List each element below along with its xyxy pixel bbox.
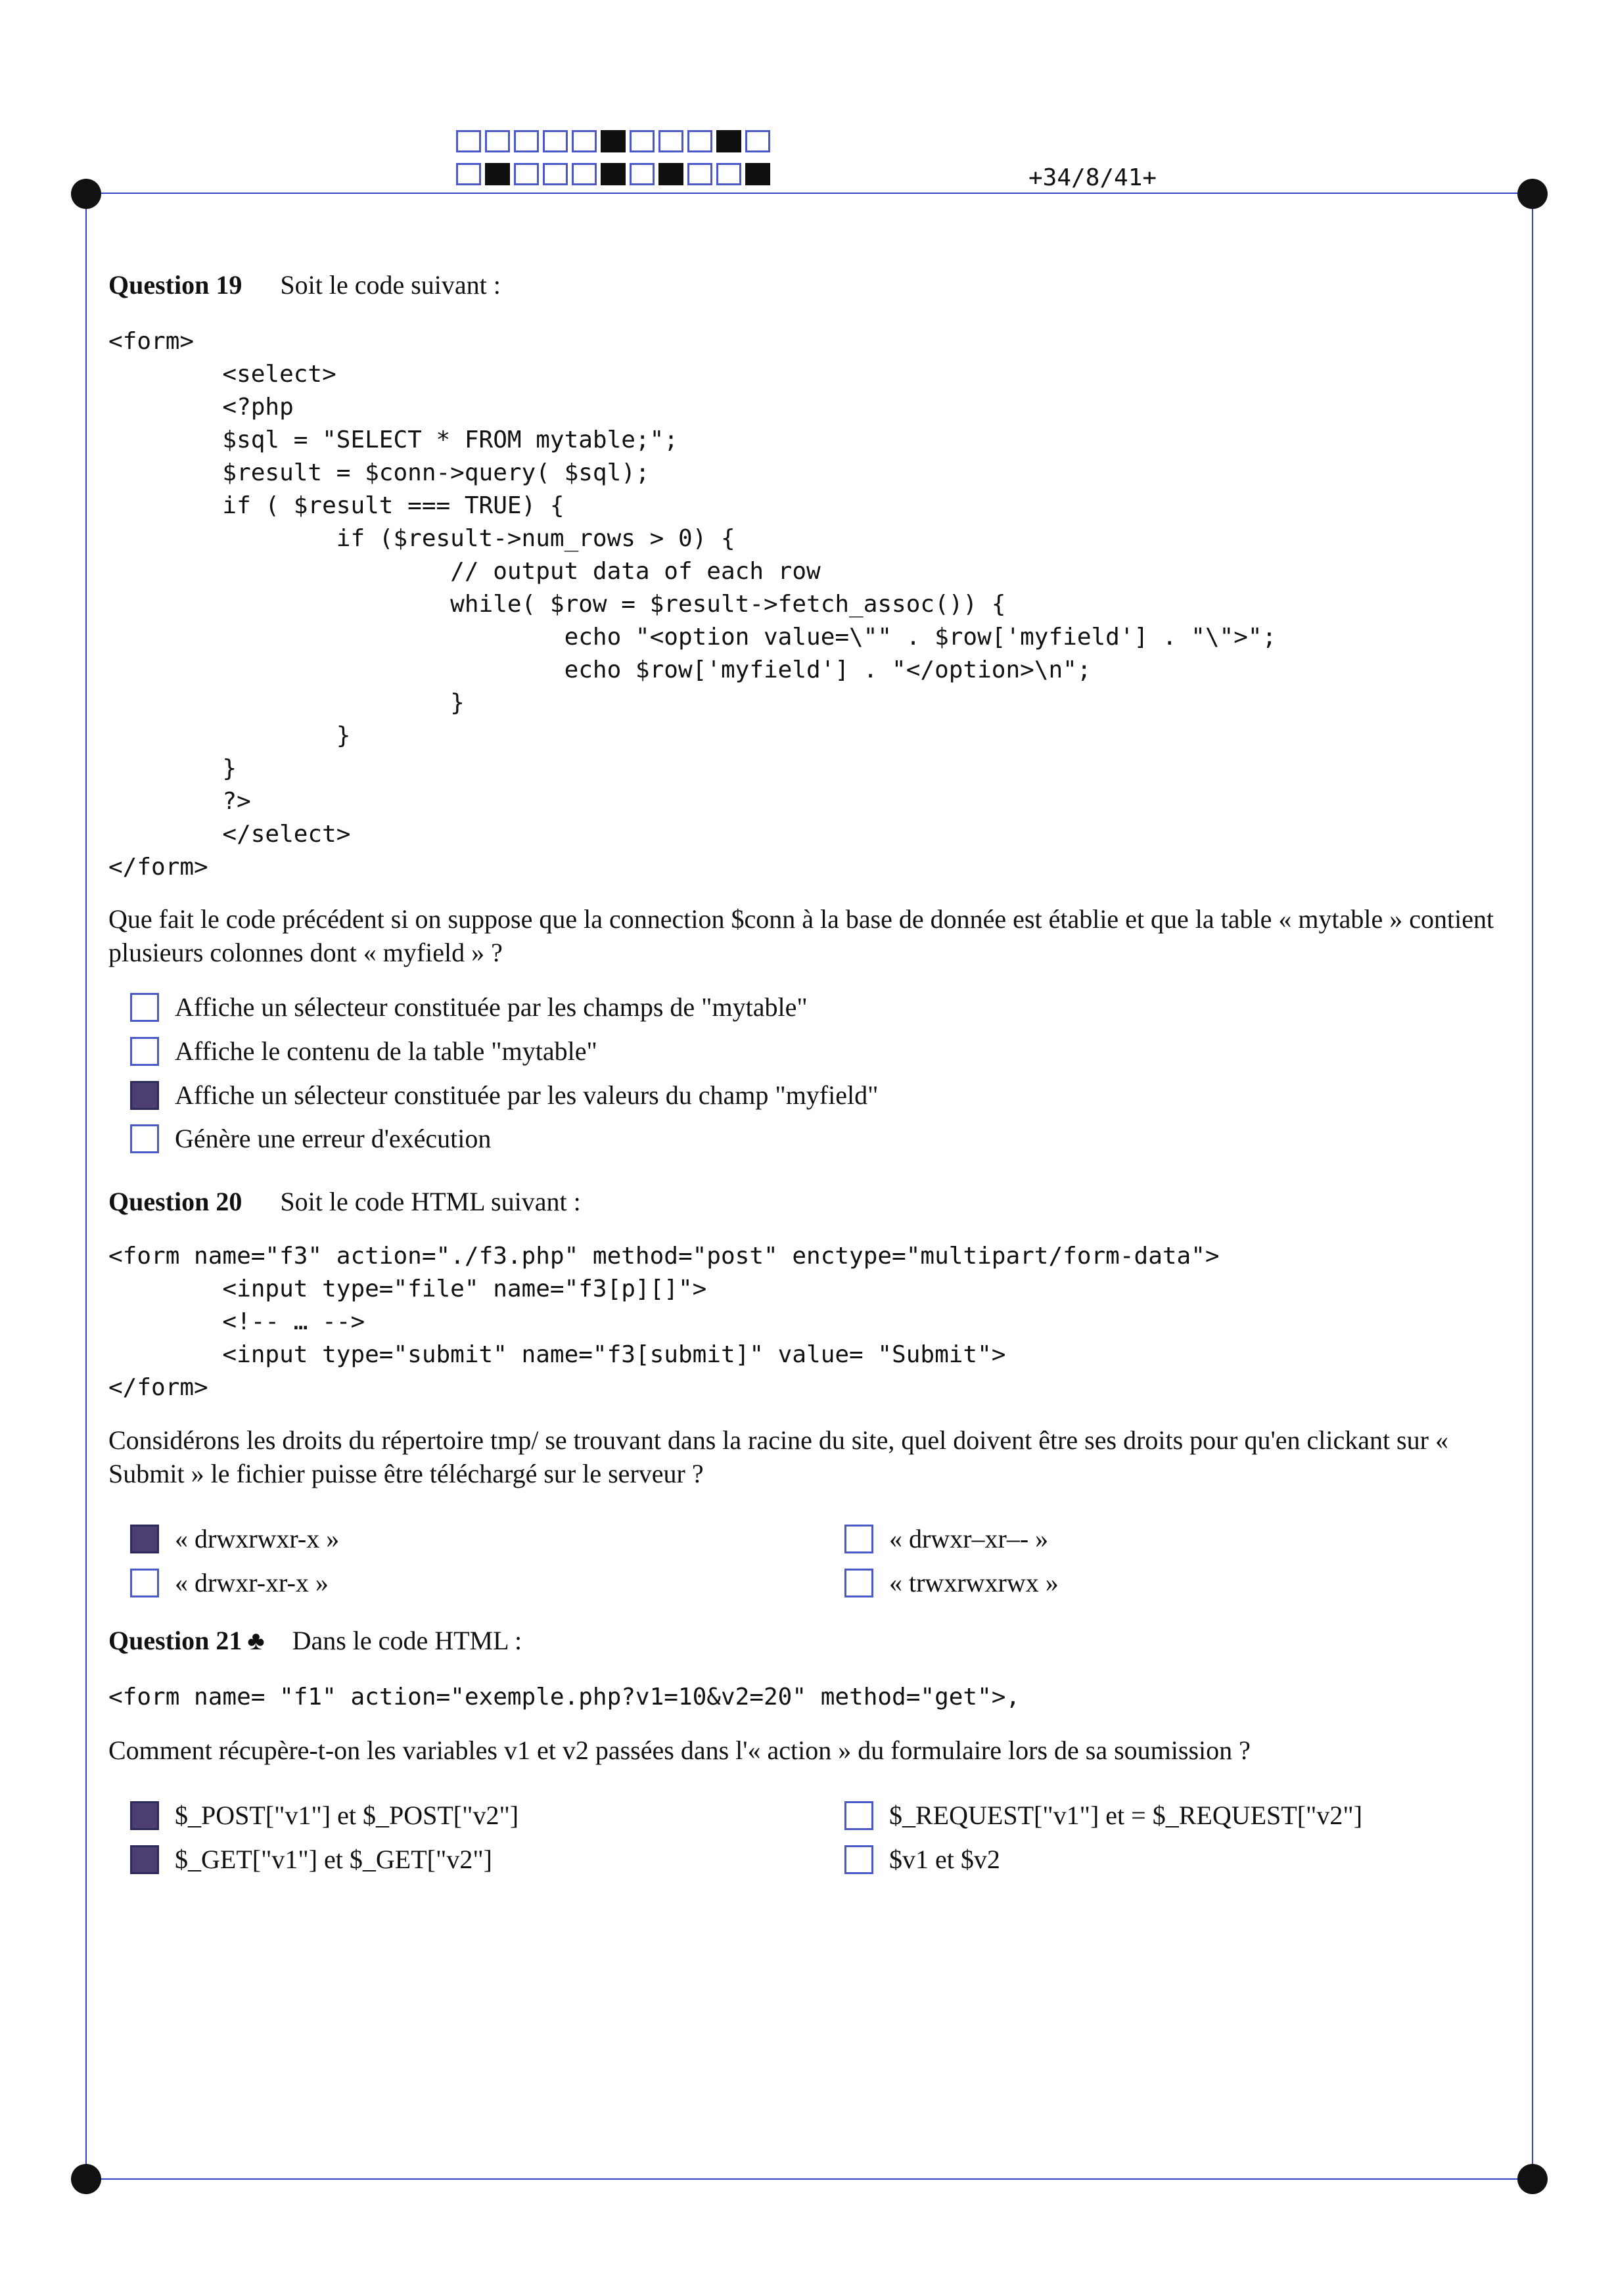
id-code-row-1 — [456, 130, 774, 152]
question-20-code: <form name="f3" action="./f3.php" method="post" enctype="multipart/form-data"> <input type="file" name="f3[p][]"> <!-- … --> <input type="submit" name="f3[submit]" value= "Submit"> </form> — [108, 1243, 1220, 1401]
option-label: Affiche un sélecteur constituée par les valeurs du champ "myfield" — [175, 1080, 879, 1110]
question-number: Question 19 — [108, 270, 242, 300]
page-code: +34/8/41+ — [1028, 164, 1157, 191]
question-prompt: Soit le code suivant : — [280, 270, 501, 300]
question-21-title — [108, 1625, 522, 1656]
option-label: $_GET["v1"] et $_GET["v2"] — [175, 1845, 492, 1874]
corner-mark-top-right — [1517, 179, 1548, 209]
checkbox[interactable] — [844, 1845, 873, 1874]
id-code-row-2 — [456, 163, 774, 185]
option-label: Affiche un sélecteur constituée par les champs de "mytable" — [175, 992, 808, 1022]
corner-mark-bottom-right — [1517, 2164, 1548, 2194]
q21-option-2[interactable] — [844, 1800, 1362, 1831]
checkbox[interactable] — [130, 993, 159, 1022]
option-label: $_REQUEST["v1"] et = $_REQUEST["v2"] — [889, 1801, 1363, 1830]
question-20-title — [108, 1186, 581, 1217]
corner-mark-top-left — [71, 179, 101, 209]
option-label: « drwxr-xr-x » — [175, 1568, 329, 1597]
q21-option-4[interactable] — [844, 1844, 1000, 1875]
q19-option-1[interactable] — [130, 992, 808, 1022]
question-19-code: <form> <select> <?php $sql = "SELECT * FROM mytable;"; $result = $conn->query( $sql); if ( $result === TRUE) { if ($result->num_rows > 0) { // output data of each row while( $row = $result->fetch_assoc()) { echo "<option value=\"" . $row['myfield'] . "\">"; echo $row['myfield'] . "</option>\n"; } } } ?> </select> </form> — [108, 328, 1277, 881]
checkbox[interactable] — [130, 1037, 159, 1066]
q20-option-3[interactable] — [130, 1567, 329, 1598]
question-prompt: Soit le code HTML suivant : — [280, 1187, 581, 1216]
frame-bottom-line — [87, 2178, 1533, 2180]
question-prompt: Dans le code HTML : — [292, 1626, 522, 1655]
option-label: Génère une erreur d'exécution — [175, 1124, 492, 1153]
checkbox[interactable] — [130, 1124, 159, 1153]
option-label: « drwxr–xr–- » — [889, 1524, 1049, 1553]
club-icon: ♣ — [247, 1626, 265, 1655]
q21-option-3[interactable] — [130, 1844, 492, 1875]
checkbox-checked[interactable] — [130, 1525, 159, 1553]
question-20-text: Considérons les droits du répertoire tmp/ se trouvant dans la racine du site, quel doivent être ses droits pour qu'en clickant sur « Submit » le fichier puisse être téléchargé sur le serveur ? — [108, 1425, 1448, 1488]
question-number: Question 21 — [108, 1626, 242, 1655]
checkbox[interactable] — [130, 1569, 159, 1597]
question-19-title — [108, 269, 501, 300]
question-number: Question 20 — [108, 1187, 242, 1216]
checkbox-checked[interactable] — [130, 1845, 159, 1874]
checkbox-checked[interactable] — [130, 1801, 159, 1830]
q19-option-3[interactable] — [130, 1080, 878, 1111]
checkbox[interactable] — [844, 1569, 873, 1597]
question-21-code: <form name= "f1" action="exemple.php?v1=10&v2=20" method="get">, — [108, 1684, 1021, 1711]
checkbox[interactable] — [844, 1801, 873, 1830]
q20-option-1[interactable] — [130, 1523, 339, 1554]
q19-option-4[interactable] — [130, 1123, 491, 1154]
option-label: $v1 et $v2 — [889, 1845, 1000, 1874]
option-label: Affiche le contenu de la table "mytable" — [175, 1036, 597, 1066]
option-label: $_POST["v1"] et $_POST["v2"] — [175, 1801, 519, 1830]
q20-option-4[interactable] — [844, 1567, 1059, 1598]
option-label: « drwxrwxr-x » — [175, 1524, 340, 1553]
question-19-text: Que fait le code précédent si on suppose que la connection $conn à la base de donnée est établie et que la table « mytable » contient plusieurs colonnes dont « myfield » ? — [108, 904, 1494, 967]
q21-option-1[interactable] — [130, 1800, 519, 1831]
frame-left-line — [85, 193, 87, 2180]
checkbox[interactable] — [844, 1525, 873, 1553]
corner-mark-bottom-left — [71, 2164, 101, 2194]
frame-right-line — [1532, 193, 1533, 2180]
checkbox-checked[interactable] — [130, 1081, 159, 1110]
q20-option-2[interactable] — [844, 1523, 1048, 1554]
q19-option-2[interactable] — [130, 1036, 597, 1067]
question-21-text: Comment récupère-t-on les variables v1 et v2 passées dans l'« action » du formulaire lors de sa soumission ? — [108, 1735, 1251, 1765]
option-label: « trwxrwxrwx » — [889, 1568, 1059, 1597]
frame-top-line — [87, 193, 1533, 194]
